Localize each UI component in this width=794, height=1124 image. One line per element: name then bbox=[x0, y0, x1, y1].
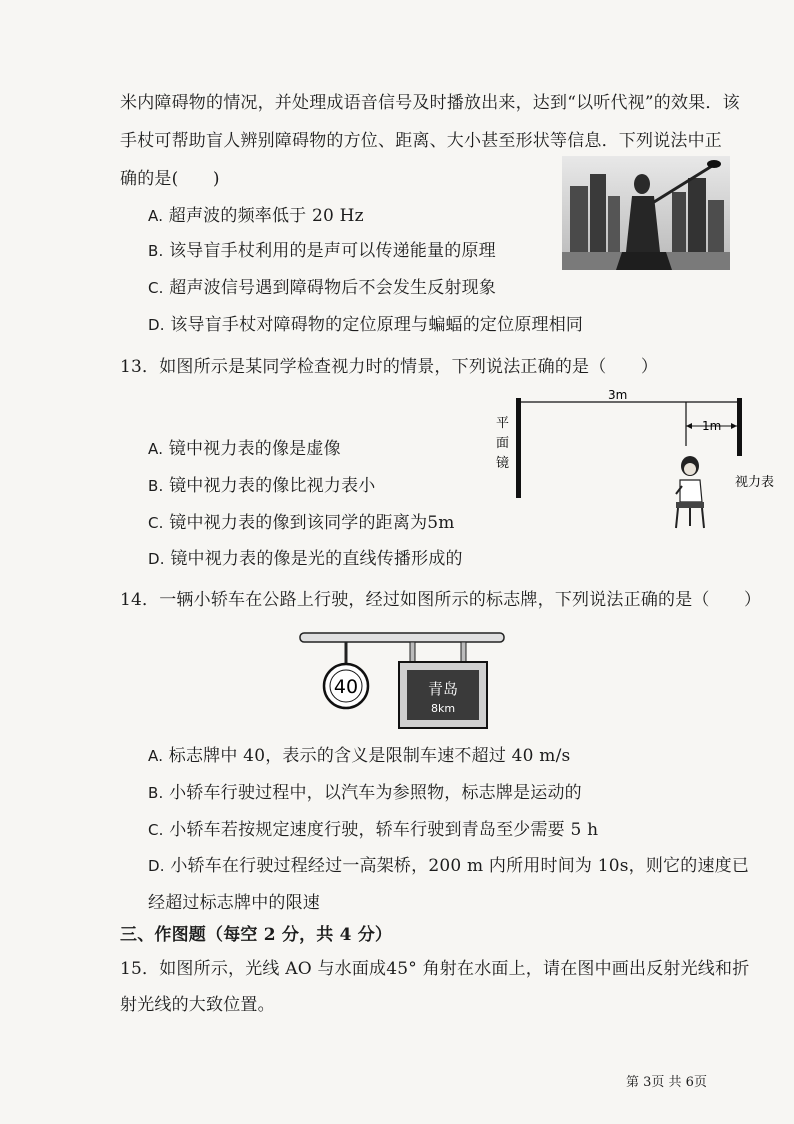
option-text: 超声波信号遇到障碍物后不会发生反射现象 bbox=[169, 278, 497, 298]
option-text: 镜中视力表的像是光的直线传播形成的 bbox=[170, 549, 463, 569]
option-text: 小轿车在行驶过程经过一高架桥，200 m 内所用时间为 10s，则它的速度已 bbox=[170, 856, 750, 876]
option-text: 该导盲手杖对障碍物的定位原理与蝙蝠的定位原理相同 bbox=[170, 315, 584, 335]
q14-option-d bbox=[148, 851, 749, 876]
destination-distance: 8km bbox=[430, 702, 456, 715]
distance-1m-label: 1m bbox=[702, 419, 722, 433]
option-letter: A. bbox=[148, 440, 164, 458]
student-figure bbox=[676, 456, 704, 528]
distance-3m-label: 3m bbox=[608, 390, 628, 402]
q14-option-c bbox=[148, 815, 598, 840]
option-text: 小轿车行驶过程中，以汽车为参照物，标志牌是运动的 bbox=[169, 783, 582, 803]
option-text: 该导盲手杖利用的是声可以传递能量的原理 bbox=[169, 241, 496, 261]
mirror-label-char: 面 bbox=[496, 436, 510, 451]
q14-stem: 14．一辆小轿车在公路上行驶，经过如图所示的标志牌，下列说法正确的是（ ） bbox=[120, 590, 762, 610]
q13-option-c bbox=[148, 508, 455, 533]
road-sign-figure bbox=[298, 628, 508, 734]
q12-option-a bbox=[148, 201, 364, 226]
option-letter: A. bbox=[148, 207, 164, 225]
option-letter: C. bbox=[148, 279, 164, 297]
option-text: 超声波的频率低于 20 Hz bbox=[168, 206, 364, 226]
intro-line-3: 确的是( ) bbox=[120, 169, 220, 189]
plane-mirror bbox=[516, 398, 521, 498]
option-text: 镜中视力表的像到该同学的距离为5m bbox=[169, 513, 455, 533]
q14-option-a bbox=[148, 741, 570, 766]
destination-name: 青岛 bbox=[427, 680, 459, 698]
option-letter: B. bbox=[148, 477, 164, 495]
q15-line-2: 射光线的大致位置。 bbox=[120, 995, 275, 1015]
q12-option-b bbox=[148, 236, 496, 261]
option-letter: B. bbox=[148, 784, 164, 802]
chart-label: 视力表 bbox=[735, 475, 775, 490]
page-number: 第 3页 共 6页 bbox=[626, 1075, 707, 1090]
q13-option-d bbox=[148, 544, 463, 569]
intro-line-1: 米内障碍物的情况，并处理成语音信号及时播放出来，达到“以听代视”的效果．该 bbox=[120, 93, 740, 113]
option-letter: B. bbox=[148, 242, 164, 260]
q12-option-c bbox=[148, 273, 496, 298]
eye-chart bbox=[737, 398, 742, 456]
option-letter: D. bbox=[148, 316, 165, 334]
section-3-title: 三、作图题（每空 2 分，共 4 分） bbox=[120, 925, 393, 945]
option-letter: D. bbox=[148, 857, 165, 875]
q12-option-d bbox=[148, 310, 583, 335]
option-text: 镜中视力表的像是虚像 bbox=[168, 439, 341, 459]
q14-option-d-continued: 经超过标志牌中的限速 bbox=[148, 893, 320, 913]
q14-option-b bbox=[148, 778, 582, 803]
q13-stem: 13．如图所示是某同学检查视力时的情景，下列说法正确的是（ ） bbox=[120, 357, 659, 377]
option-letter: C. bbox=[148, 821, 164, 839]
q13-option-a bbox=[148, 434, 341, 459]
eye-test-figure bbox=[490, 390, 790, 535]
option-letter: A. bbox=[148, 747, 164, 765]
option-letter: D. bbox=[148, 550, 165, 568]
speed-limit-value: 40 bbox=[333, 676, 359, 698]
q15-line-1: 15．如图所示，光线 AO 与水面成45° 角射在水面上，请在图中画出反射光线和折 bbox=[120, 959, 750, 979]
mirror-label-char: 镜 bbox=[496, 456, 510, 471]
option-letter: C. bbox=[148, 514, 164, 532]
option-text: 标志牌中 40，表示的含义是限制车速不超过 40 m/s bbox=[168, 746, 571, 766]
mirror-label-char: 平 bbox=[496, 416, 510, 431]
option-text: 小轿车若按规定速度行驶，轿车行驶到青岛至少需要 5 h bbox=[169, 820, 599, 840]
intro-line-2: 手杖可帮助盲人辨别障碍物的方位、距离、大小甚至形状等信息．下列说法中正 bbox=[120, 131, 722, 151]
q13-option-b bbox=[148, 471, 375, 496]
option-text: 镜中视力表的像比视力表小 bbox=[169, 476, 376, 496]
blind-cane-photo bbox=[562, 156, 730, 270]
